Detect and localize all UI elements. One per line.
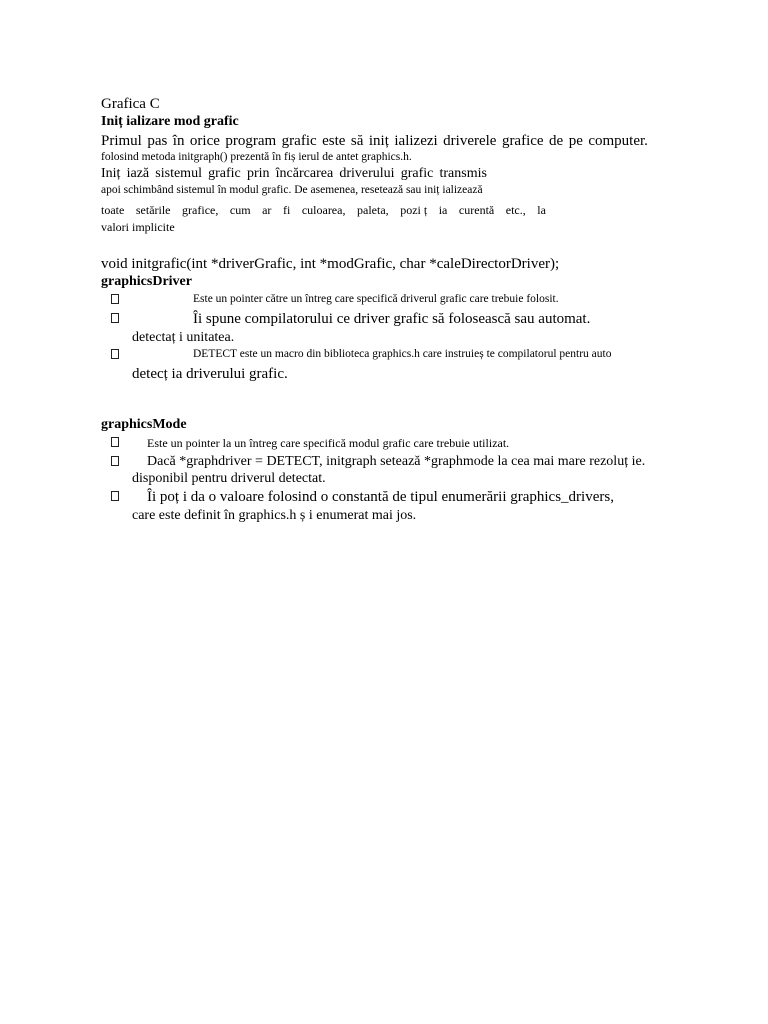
word: să [350,133,364,149]
word: cum [229,203,251,217]
graphics-mode-item-1: Este un pointer la un întreg care specifică modul grafic care trebuie utilizat. [147,436,510,450]
intro-line-2: folosind metoda initgraph() prezentă în fiș ierul de antet graphics.h. [101,151,412,163]
graphics-driver-item-2-cont: detectaț i unitatea. [132,330,235,345]
graphics-mode-heading: graphicsMode [101,417,187,432]
intro-line-3 [101,167,487,181]
word: curentă [458,203,495,217]
intro-line-4: apoi schimbând sistemul în modul grafic. De asemenea, resetează sau iniț ializează [101,184,483,196]
word: la [537,203,546,217]
word: setările [135,203,171,217]
graphics-driver-item-3: DETECT este un macro din biblioteca graphics.h care instruieș te compilatorul pentru auto [193,348,612,360]
graphics-driver-item-2: Îi spune compilatorului ce driver grafic să folosească sau automat. [193,311,591,327]
graphics-mode-item-2: Dacă *graphdriver = DETECT, initgraph setează *graphmode la cea mai mare rezoluț ie. [147,454,646,469]
graphics-driver-item-3-cont: detecț ia driverului grafic. [132,366,288,382]
word: toate [101,203,125,217]
bullet-icon [111,349,119,359]
word: Iniț [101,166,121,181]
word: în [172,133,185,149]
word: iniț [368,133,389,149]
bullet-icon [111,491,119,501]
intro-line-1 [101,134,648,149]
word: de [549,133,564,149]
graphics-mode-item-3: Îi poț i da o valoare folosind o constantă de tipul enumerării graphics_drivers, [147,489,614,505]
bullet-icon [111,437,119,447]
graphics-driver-item-1: Este un pointer către un întreg care specifică driverul grafic care trebuie folosit. [193,293,559,305]
section-heading: Iniț ializare mod grafic [101,114,239,129]
word: program [225,133,277,149]
word: driverului [339,166,395,181]
bullet-icon [111,294,119,304]
function-signature: void initgrafic(int *driverGrafic, int *modGrafic, char *caleDirectorDriver); [101,256,560,272]
word: este [322,133,346,149]
bullet-icon [111,456,119,466]
word: încărcarea [275,166,334,181]
graphics-mode-item-2-cont: disponibil pentru driverul detectat. [132,471,326,486]
word: Primul [101,133,142,149]
bullet-icon [111,313,119,323]
graphics-driver-heading: graphicsDriver [101,274,192,289]
word: grafic [281,133,317,149]
word: grafic [400,166,434,181]
word: grafice, [182,203,219,217]
word: pas [147,133,168,149]
word: etc., [505,203,526,217]
word: ia [438,203,448,217]
word: transmis [439,166,487,181]
word: iază [126,166,150,181]
word: grafic [208,166,241,181]
word: pozi ț [400,203,428,217]
word: culoarea, [301,203,346,217]
document-title: Grafica C [101,96,160,112]
intro-line-5 [101,204,546,216]
word: paleta, [357,203,389,217]
intro-line-6: valori implicite [101,220,175,234]
word: driverele [443,133,497,149]
word: orice [189,133,220,149]
word: ializezi [394,133,438,149]
word: grafice [501,133,544,149]
graphics-mode-item-3-cont: care este definit în graphics.h ș i enumerat mai jos. [132,508,417,523]
word: ar [262,203,272,217]
word: pe [568,133,583,149]
word: fi [282,203,291,217]
word: sistemul [155,166,202,181]
word: prin [246,166,270,181]
word: computer. [588,133,648,149]
